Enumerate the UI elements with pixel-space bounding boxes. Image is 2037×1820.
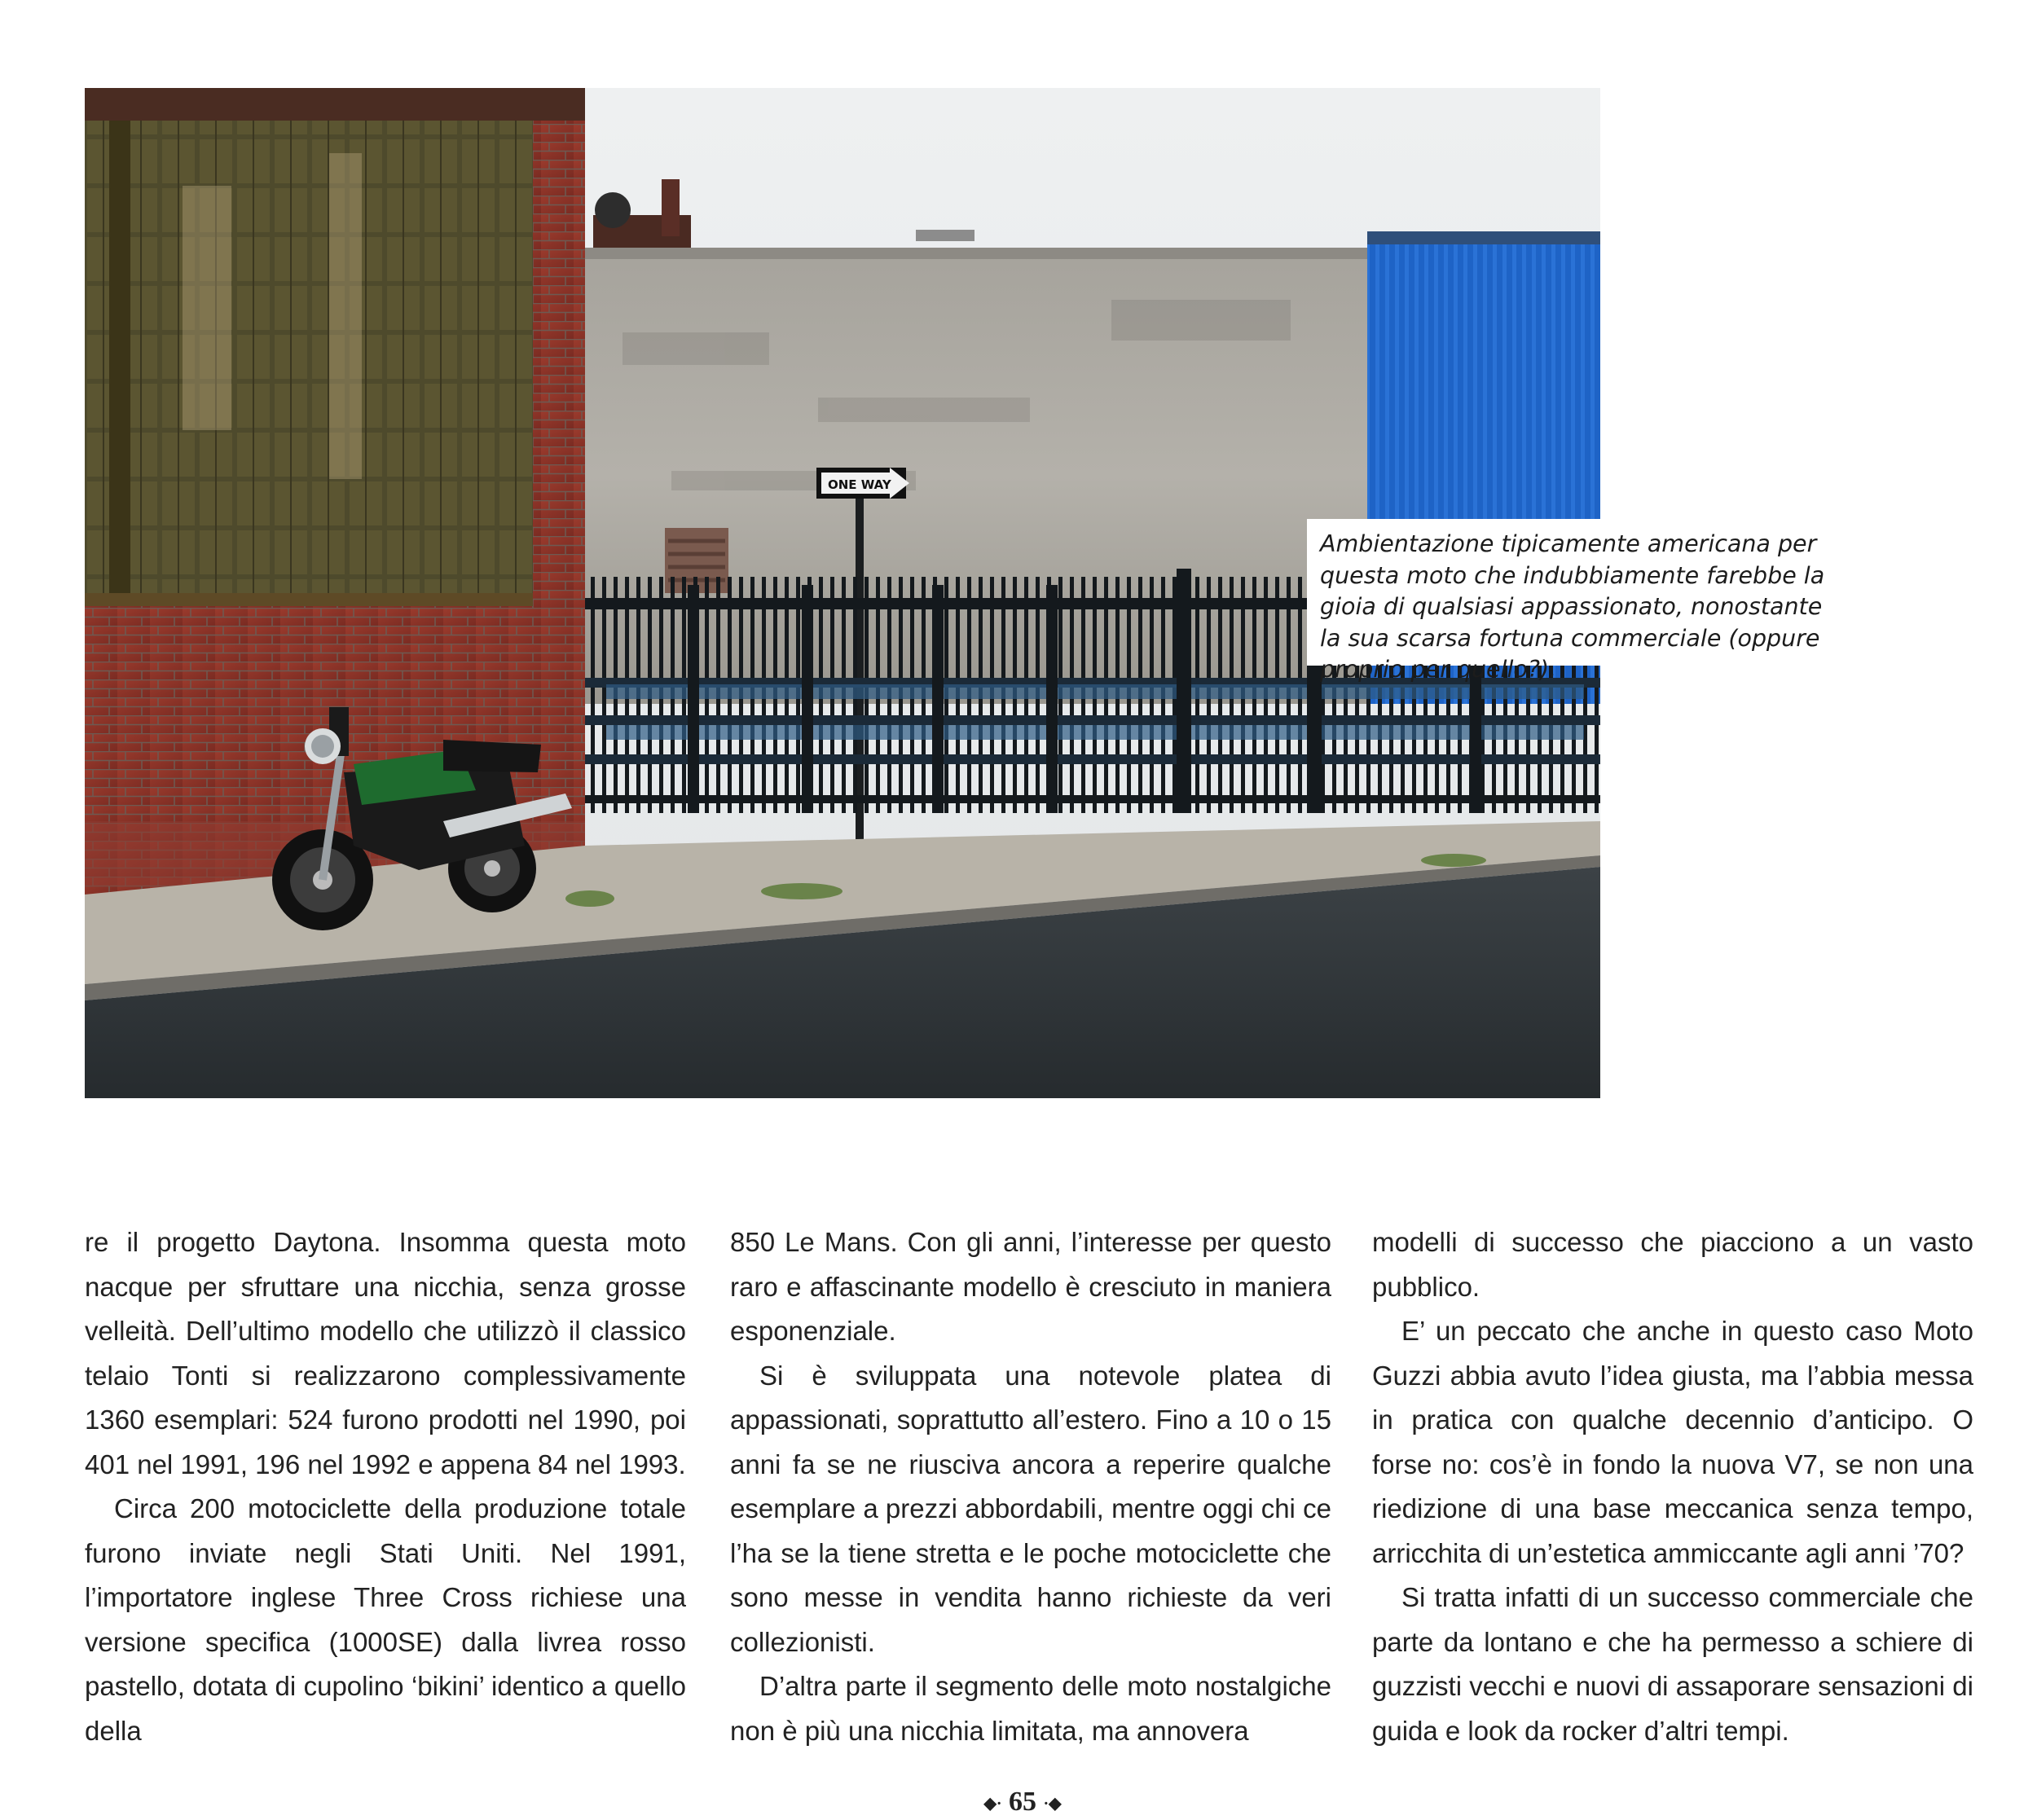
- paragraph: Si tratta infatti di un successo commerciale che parte da lontano e che ha permesso a schiere di guzzisti vecchi e nuovi di assaporare sensazioni di guida e look da rocker d’altri tempi.: [1372, 1582, 1973, 1746]
- paragraph: 850 Le Mans. Con gli anni, l’interesse per questo raro e affascinante modello è cresciuto in maniera esponenziale.: [730, 1227, 1331, 1346]
- paragraph: Circa 200 motociclette della produzione totale furono inviate negli Stati Uniti. Nel 1991, l’importatore inglese Three Cross richiese una versione specifica (1000SE) dalla livrea rosso pastello, dotata di cupolino ‘bikini’ identico a quello della: [85, 1493, 686, 1746]
- text-column-2: [730, 1220, 1331, 1753]
- text-column-3: [1372, 1220, 1973, 1753]
- page-number: [961, 1786, 1084, 1820]
- paragraph: modelli di successo che piacciono a un vasto pubblico.: [1372, 1227, 1973, 1302]
- ornament-right-icon: ·◆: [1043, 1795, 1062, 1813]
- article-body: [85, 1220, 1983, 1774]
- paragraph: Si è sviluppata una notevole platea di appassionati, soprattutto all’estero. Fino a 10 o 15 anni fa se ne riusciva ancora a reperire qualche esemplare a prezzi abbordabili, mentre oggi chi ce l’ha se la tiene stretta e le poche motociclette che sono messe in vendita hanno richieste da veri collezionisti.: [730, 1360, 1331, 1657]
- paragraph: re il progetto Daytona. Insomma questa moto nacque per sfruttare una nicchia, senza grosse velleità. Dell’ultimo modello che utilizzò il classico telaio Tonti si realizzarono complessivamente 1360 esemplari: 524 furono prodotti nel 1990, poi 401 nel 1991, 196 nel 1992 e appena 84 nel 1993.: [85, 1227, 686, 1479]
- page-number-value: 65: [1009, 1787, 1036, 1817]
- text-column-1: [85, 1220, 686, 1753]
- one-way-sign-text: ONE WAY: [828, 477, 891, 492]
- paragraph: D’altra parte il segmento delle moto nostalgiche non è più una nicchia limitata, ma annovera: [730, 1671, 1331, 1746]
- ornament-left-icon: ◆·: [983, 1795, 1002, 1813]
- photo-caption: Ambientazione tipicamente americana per questa moto che indubbiamente farebbe la gioia di qualsiasi appassionato, nonostante la sua scarsa fortuna commerciale (oppure proprio per quello?).: [1307, 519, 1861, 666]
- paragraph: E’ un peccato che anche in questo caso Moto Guzzi abbia avuto l’idea giusta, ma l’abbia messa in pratica con qualche decennio d’anticipo. O forse no: cos’è in fondo la nuova V7, se non una riedizione di una base meccanica senza tempo, arricchita di un’estetica ammiccante agli anni ’70?: [1372, 1316, 1973, 1568]
